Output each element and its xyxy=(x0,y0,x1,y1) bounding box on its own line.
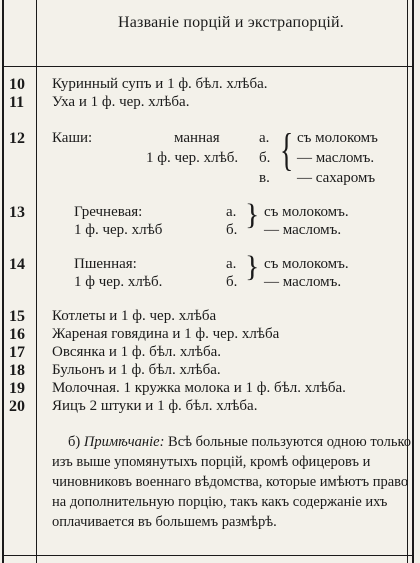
row-text: Гречневая: xyxy=(74,204,143,220)
pshennaya-line2: 1 ф чер. хлѣб. xyxy=(74,274,163,290)
row-text: Уха и 1 ф. чер. хлѣба. xyxy=(52,94,190,110)
kashi-left-2: 1 ф. чер. хлѣб. xyxy=(146,150,239,166)
kashi-option-3: — сахаромъ xyxy=(297,170,376,186)
row-text: Бульонъ и 1 ф. бѣл. хлѣба. xyxy=(52,362,221,378)
bottom-divider xyxy=(2,555,414,556)
kashi-letter-v: в. xyxy=(259,170,270,186)
row-number: 16 xyxy=(9,326,25,343)
kashi-option-1: съ молокомъ xyxy=(297,130,378,146)
row-text: Жареная говядина и 1 ф. чер. хлѣба xyxy=(52,326,280,342)
row-number: 18 xyxy=(9,362,25,379)
footnote xyxy=(52,432,412,532)
row-number: 13 xyxy=(9,204,25,221)
left-outer-border xyxy=(2,0,4,563)
grechnevaya-option-2: — масломъ. xyxy=(264,222,342,238)
kashi-brace: { xyxy=(280,124,294,175)
row-text: Каши: xyxy=(52,130,93,146)
pshennaya-option-2: — масломъ. xyxy=(264,274,342,290)
grechnevaya-option-1: съ молокомъ. xyxy=(264,204,349,220)
row-text: Молочная. 1 кружка молока и 1 ф. бѣл. хлѣба. xyxy=(52,380,346,396)
row-number: 20 xyxy=(9,398,25,415)
grechnevaya-letter-a: а. xyxy=(226,204,237,220)
footnote-prefix: б) xyxy=(68,434,81,450)
row-number: 12 xyxy=(9,130,25,147)
row-number: 17 xyxy=(9,344,25,361)
kashi-left-1: манная xyxy=(174,130,220,146)
pshennaya-option-1: съ молокомъ. xyxy=(264,256,349,272)
footnote-title: Примѣчаніе: xyxy=(83,434,165,450)
footnote-body: Всѣ больные пользуются одною только изъ выше упомянутыхъ порцій, кромѣ офицеровъ и чиновниковъ военнаго вѣдомства, которые имѣютъ право на дополнительную порцію, такъ какъ содержаніе ихъ оплачивается въ большемъ размѣрѣ. xyxy=(52,434,411,530)
kashi-option-2: — масломъ. xyxy=(297,150,375,166)
header-divider xyxy=(2,66,414,67)
row-text: Куринный супъ и 1 ф. бѣл. хлѣба. xyxy=(52,76,268,92)
pshennaya-letter-b: б. xyxy=(226,274,238,290)
row-number: 10 xyxy=(9,76,25,93)
row-number: 19 xyxy=(9,380,25,397)
row-number: 14 xyxy=(9,256,25,273)
row-number: 11 xyxy=(9,94,25,111)
kashi-letter-b: б. xyxy=(259,150,271,166)
row-text: Овсянка и 1 ф. бѣл. хлѣба. xyxy=(52,344,222,360)
table-header: Названіе порцій и экстрапорцій. xyxy=(118,14,344,31)
pshennaya-brace: } xyxy=(245,250,260,283)
kashi-letter-a: а. xyxy=(259,130,270,146)
pshennaya-letter-a: а. xyxy=(226,256,237,272)
grechnevaya-letter-b: б. xyxy=(226,222,238,238)
row-text: Котлеты и 1 ф. чер. хлѣба xyxy=(52,308,217,324)
row-text: Пшенная: xyxy=(74,256,137,272)
grechnevaya-brace: } xyxy=(245,198,260,231)
right-border-2 xyxy=(412,0,414,563)
row-number: 15 xyxy=(9,308,25,325)
row-text: Яицъ 2 штуки и 1 ф. бѣл. хлѣба. xyxy=(52,398,258,414)
grechnevaya-line2: 1 ф. чер. хлѣб xyxy=(74,222,163,238)
number-column-divider xyxy=(36,0,37,563)
